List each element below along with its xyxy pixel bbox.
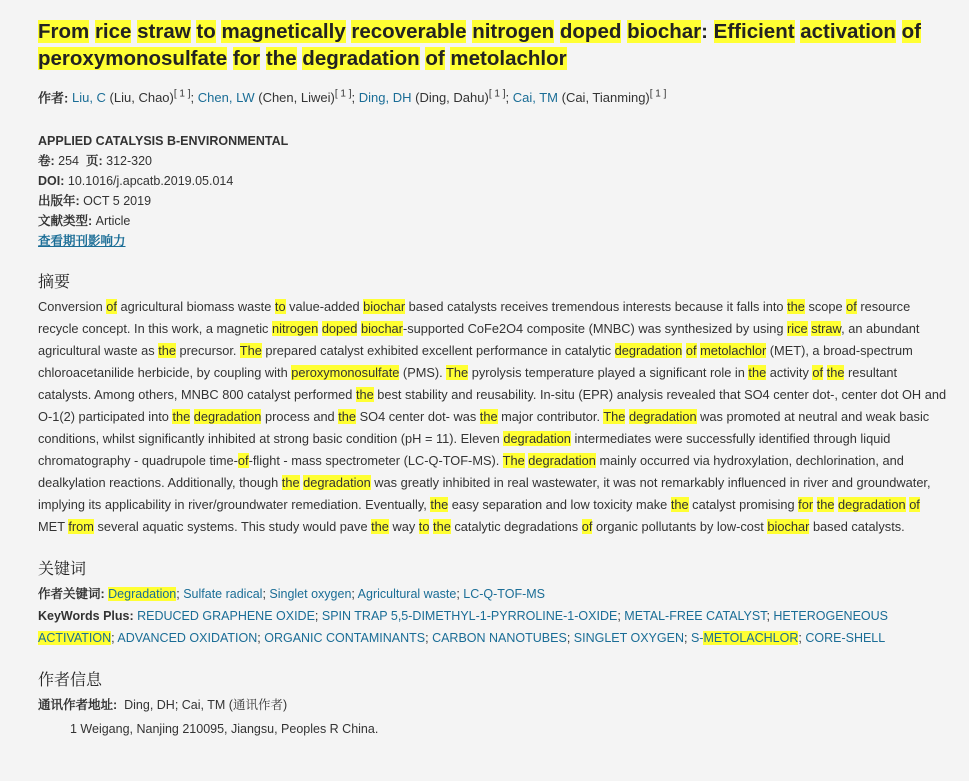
title-segment-highlight: degradation [302, 47, 420, 70]
author-link[interactable]: Chen, LW [197, 90, 255, 106]
keyword-plus-link[interactable] [574, 631, 684, 645]
abstract-segment-highlight: biochar [363, 299, 406, 315]
abstract-segment-highlight: the [281, 475, 300, 491]
keyword-plus-segment: SPIN TRAP 5,5-DIMETHYL-1-PYRROLINE-1-OXIDE [321, 609, 618, 624]
keyword-plus-segment: ADVANCED OXIDATION [117, 631, 258, 646]
abstract-segment-highlight: degradation [628, 409, 697, 425]
title-segment-highlight: activation [800, 20, 896, 43]
keyword-plus-link[interactable] [117, 631, 257, 645]
abstract-segment-text: value-added [285, 299, 364, 315]
abstract-segment-text: precursor. [176, 343, 240, 359]
title-segment-highlight: to [196, 20, 216, 43]
abstract-heading: 摘要 [38, 274, 71, 292]
abstract-segment-highlight: the [816, 497, 835, 513]
abstract-segment-highlight: the [158, 343, 176, 359]
keyword-plus-segment: REDUCED GRAPHENE OXIDE [137, 609, 315, 624]
abstract-segment-text: -flight - mass spectrometer (LC-Q-TOF-MS). [248, 453, 503, 469]
pages-value: 312-320 [106, 154, 152, 169]
title-segment-highlight: From [38, 20, 90, 43]
abstract-segment-highlight: of [909, 497, 920, 513]
abstract-segment-text: catalytic degradations [450, 519, 582, 535]
abstract-segment-text: scope [804, 299, 847, 315]
abstract-segment-text: mainly occurred via hydroxylation, dechlorination, and dealkylation reactions. Additionally, though [38, 453, 904, 491]
source-info [38, 131, 949, 251]
abstract-segment-text: (PMS). [399, 365, 447, 381]
abstract-segment-text: several aquatic systems. This study would pave [93, 519, 372, 535]
keyword-plus-link[interactable] [137, 609, 315, 623]
title-segment-text: : [701, 20, 714, 43]
pubdate-label: 出版年: [38, 194, 80, 209]
abstract-segment-highlight: the [338, 409, 357, 425]
abstract-segment-highlight: nitrogen [272, 321, 319, 337]
pubdate-row [38, 191, 949, 211]
address-line: 1 Weigang, Nanjing 210095, Jiangsu, Peoples R China. [70, 722, 379, 737]
author-affiliation-ref[interactable]: [ 1 ] [649, 89, 667, 100]
abstract-segment-highlight: biochar [360, 321, 403, 337]
abstract-segment-highlight: degradation [838, 497, 906, 513]
author-fullname: (Chen, Liwei) [254, 90, 335, 106]
corresponding-value: Ding, DH; Cai, TM (通讯作者) [124, 698, 288, 713]
abstract-segment-highlight: for [798, 497, 814, 513]
abstract-segment-highlight: the [787, 299, 805, 315]
abstract-segment-text: was promoted at neutral and weak basic conditions, whilst significantly inhibited at strong basic condition (pH = 11). Eleven [38, 409, 930, 447]
title-segment-highlight: biochar [627, 20, 702, 43]
doi-row [38, 171, 949, 191]
keyword-plus-link[interactable] [432, 631, 567, 645]
abstract-segment-highlight: degradation [503, 431, 571, 447]
title-segment-highlight: doped [559, 20, 622, 43]
abstract-segment-highlight: the [433, 519, 451, 535]
abstract-segment-highlight: the [826, 365, 845, 381]
author-list: Liu, C (Liu, Chao)[ 1 ]; Chen, LW (Chen, Liwei)[ 1 ]; Ding, DH (Ding, Dahu)[ 1 ]; Cai, TM (Cai, Tianming)[ 1 ] [71, 89, 667, 106]
title-segment-text [896, 20, 902, 43]
title-segment-highlight: of [425, 47, 445, 70]
abstract-segment-highlight: the [172, 409, 191, 425]
keyword-plus-link[interactable] [264, 631, 425, 645]
abstract-segment-text: MET [38, 519, 69, 535]
author-affiliation-ref[interactable]: [ 1 ] [334, 89, 352, 100]
title-segment-highlight: the [265, 47, 297, 70]
keyword-plus-segment: SINGLET OXYGEN [573, 631, 684, 646]
abstract-segment-text: activity [766, 365, 813, 381]
author-fullname: (Ding, Dahu) [411, 90, 489, 106]
author-fullname: (Liu, Chao) [105, 90, 174, 106]
keyword-plus-segment: METAL-FREE CATALYST [624, 609, 767, 624]
abstract-segment-highlight: of [237, 453, 249, 469]
author-keyword-link[interactable]: LC-Q-TOF-MS [463, 587, 545, 602]
title-segment-highlight: peroxymonosulfate [38, 47, 228, 70]
author-link[interactable]: Cai, TM [512, 90, 558, 106]
author-keywords-row [38, 583, 948, 605]
journal-name: APPLIED CATALYSIS B-ENVIRONMENTAL [38, 134, 289, 149]
abstract-segment-highlight: peroxymonosulfate [291, 365, 400, 381]
abstract-segment-text: based catalysts. [809, 519, 905, 535]
abstract-segment-highlight: The [502, 453, 525, 469]
keyword-plus-link[interactable] [805, 631, 885, 645]
title-segment-text [260, 47, 266, 70]
title-segment-highlight: straw [137, 20, 191, 43]
abstract-segment-text: process and [261, 409, 339, 425]
abstract-segment-highlight: the [748, 365, 767, 381]
title-segment-text [227, 47, 233, 70]
keyword-plus-link[interactable] [322, 609, 617, 623]
abstract-segment-text: intermediates were successfully identified through liquid chromatography - quadrupole time- [38, 431, 891, 469]
abstract-text [38, 296, 948, 538]
abstract-segment-text: , an abundant agricultural waste as [38, 321, 920, 359]
keyword-plus-link[interactable] [624, 609, 766, 623]
abstract-segment-text: (MET), a broad-spectrum chloroacetanilide herbicide, by coupling with [38, 343, 913, 381]
keyword-plus-segment: METOLACHLOR [703, 631, 799, 646]
abstract-segment-highlight: to [418, 519, 430, 535]
keyword-plus-segment: CORE-SHELL [805, 631, 886, 646]
abstract-segment-highlight: biochar [767, 519, 810, 535]
abstract-segment-highlight: from [68, 519, 94, 535]
abstract-segment-text: SO4 center dot- was [356, 409, 480, 425]
abstract-segment-highlight: The [239, 343, 262, 359]
abstract-segment-text: Conversion [38, 299, 107, 315]
abstract-segment-text: -supported CoFe2O4 composite (MNBC) was synthesized by using [402, 321, 788, 337]
keywords-heading: 关键词 [38, 561, 87, 579]
keyword-plus-segment: ACTIVATION [38, 631, 112, 646]
title-segment-highlight: Efficient [713, 20, 795, 43]
abstract-segment-highlight: to [274, 299, 286, 315]
doi-value: 10.1016/j.apcatb.2019.05.014 [67, 174, 234, 189]
keyword-plus-link[interactable] [691, 631, 798, 645]
abstract-segment-highlight: degradation [303, 475, 371, 491]
author-info-heading: 作者信息 [38, 672, 103, 690]
author-keyword-link[interactable]: Degradation [108, 587, 177, 602]
author-keywords-label: 作者关键词: [38, 587, 105, 602]
author-affiliation-ref[interactable]: [ 1 ] [173, 89, 191, 100]
keywords-plus-label: KeyWords Plus: [38, 609, 134, 624]
volume-value: 254 [58, 154, 80, 169]
abstract-segment-text: best stability and reusability. In-situ (EPR) analysis revealed that SO4 center dot-, center dot OH and O-1(2) participated into [38, 387, 947, 425]
abstract-segment-text: resultant catalysts. Among others, MNBC 800 catalyst performed [38, 365, 898, 403]
abstract-segment-highlight: the [670, 497, 689, 513]
abstract-segment-text: major contributor. [497, 409, 604, 425]
abstract-segment-text: organic pollutants by low-cost [592, 519, 768, 535]
abstract-segment-highlight: degradation [193, 409, 262, 425]
authors-line [38, 86, 949, 107]
abstract-segment-highlight: of [581, 519, 593, 535]
author-keyword-link[interactable]: Agricultural waste [357, 587, 457, 602]
abstract-segment-highlight: The [446, 365, 469, 381]
pages-label: 页: [85, 154, 103, 169]
title-segment-highlight: rice [94, 20, 132, 43]
abstract-segment-text: way [388, 519, 419, 535]
article-title [38, 18, 938, 72]
abstract-segment-highlight: rice [787, 321, 808, 337]
abstract-segment-highlight: of [685, 343, 697, 359]
doctype-label: 文献类型: [38, 214, 93, 229]
abstract-segment-highlight: straw [811, 321, 842, 337]
doi-label: DOI: [38, 174, 65, 189]
author-affiliation-ref[interactable]: [ 1 ] [488, 89, 506, 100]
abstract-segment-highlight: the [430, 497, 449, 513]
abstract-segment-text: prepared catalyst exhibited excellent performance in catalytic [261, 343, 615, 359]
keyword-plus-segment: ORGANIC CONTAMINANTS [264, 631, 426, 646]
abstract-segment-highlight: of [106, 299, 117, 315]
author-fullname: (Cai, Tianming) [558, 90, 650, 106]
pubdate-value: OCT 5 2019 [83, 194, 152, 209]
abstract-segment-text: pyrolysis temperature played a significant role in [468, 365, 749, 381]
abstract-segment-text: was greatly inhibited in real wastewater, it was not remarkably influenced in river and groundwater, implying its applicability in river/groundwater remediation. Eventually, [38, 475, 931, 513]
volume-pages [38, 151, 949, 171]
abstract-segment-text: resource recycle concept. In this work, a magnetic [38, 299, 911, 337]
title-segment-highlight: nitrogen [472, 20, 555, 43]
title-segment-highlight: of [901, 20, 922, 43]
keyword-plus-segment: HETEROGENEOUS [773, 609, 888, 624]
authors-label: 作者: [38, 90, 69, 106]
author-keywords-list: Degradation; Sulfate radical; Singlet oxygen; Agricultural waste; LC-Q-TOF-MS [108, 587, 545, 602]
abstract-segment-highlight: the [479, 409, 498, 425]
corresponding-row [38, 694, 949, 716]
abstract-segment-highlight: of [812, 365, 824, 381]
keywords-plus-list: REDUCED GRAPHENE OXIDE; SPIN TRAP 5,5-DIMETHYL-1-PYRROLINE-1-OXIDE; METAL-FREE CATALYST; HETEROGENEOUS ACTIVATION; ADVANCED OXIDATION; ORGANIC CONTAMINANTS; CARBON NANOTUBES; SINGLET OXYGEN; S-METOLACHLOR; CORE-SHELL [38, 609, 888, 646]
corresponding-label: 通讯作者地址: [38, 698, 118, 713]
keyword-plus-segment: CARBON NANOTUBES [432, 631, 567, 646]
author-link[interactable]: Liu, C [71, 90, 106, 106]
abstract-segment-text: agricultural biomass waste [116, 299, 275, 315]
abstract-segment-highlight: the [355, 387, 374, 403]
abstract-segment-highlight: metolachlor [700, 343, 767, 359]
abstract-segment-highlight: degradation [614, 343, 683, 359]
doctype-value: Article [95, 214, 131, 229]
author-keyword-link[interactable]: Singlet oxygen [269, 587, 352, 602]
author-link[interactable]: Ding, DH [358, 90, 412, 106]
title-segment-highlight: recoverable [351, 20, 467, 43]
abstract-segment-highlight: degradation [528, 453, 596, 469]
title-segment-highlight: for [232, 47, 261, 70]
abstract-segment-highlight: The [603, 409, 626, 425]
abstract-segment-highlight: of [846, 299, 857, 315]
author-keyword-link[interactable]: Sulfate radical [183, 587, 263, 602]
journal-impact-link[interactable]: 查看期刊影响力 [38, 234, 126, 249]
keyword-plus-segment: S- [690, 631, 704, 646]
abstract-segment-text: easy separation and low toxicity make [448, 497, 671, 513]
title-segment-highlight: magnetically [221, 20, 346, 43]
volume-label: 卷: [38, 154, 55, 169]
abstract-segment-highlight: the [371, 519, 389, 535]
abstract-segment-text: catalyst promising [688, 497, 799, 513]
title-segment-highlight: metolachlor [450, 47, 567, 70]
keywords-plus-row [38, 605, 948, 649]
abstract-segment-text: based catalysts receives tremendous interests because it falls into [405, 299, 788, 315]
doctype-row [38, 211, 949, 231]
abstract-segment-highlight: doped [321, 321, 358, 337]
